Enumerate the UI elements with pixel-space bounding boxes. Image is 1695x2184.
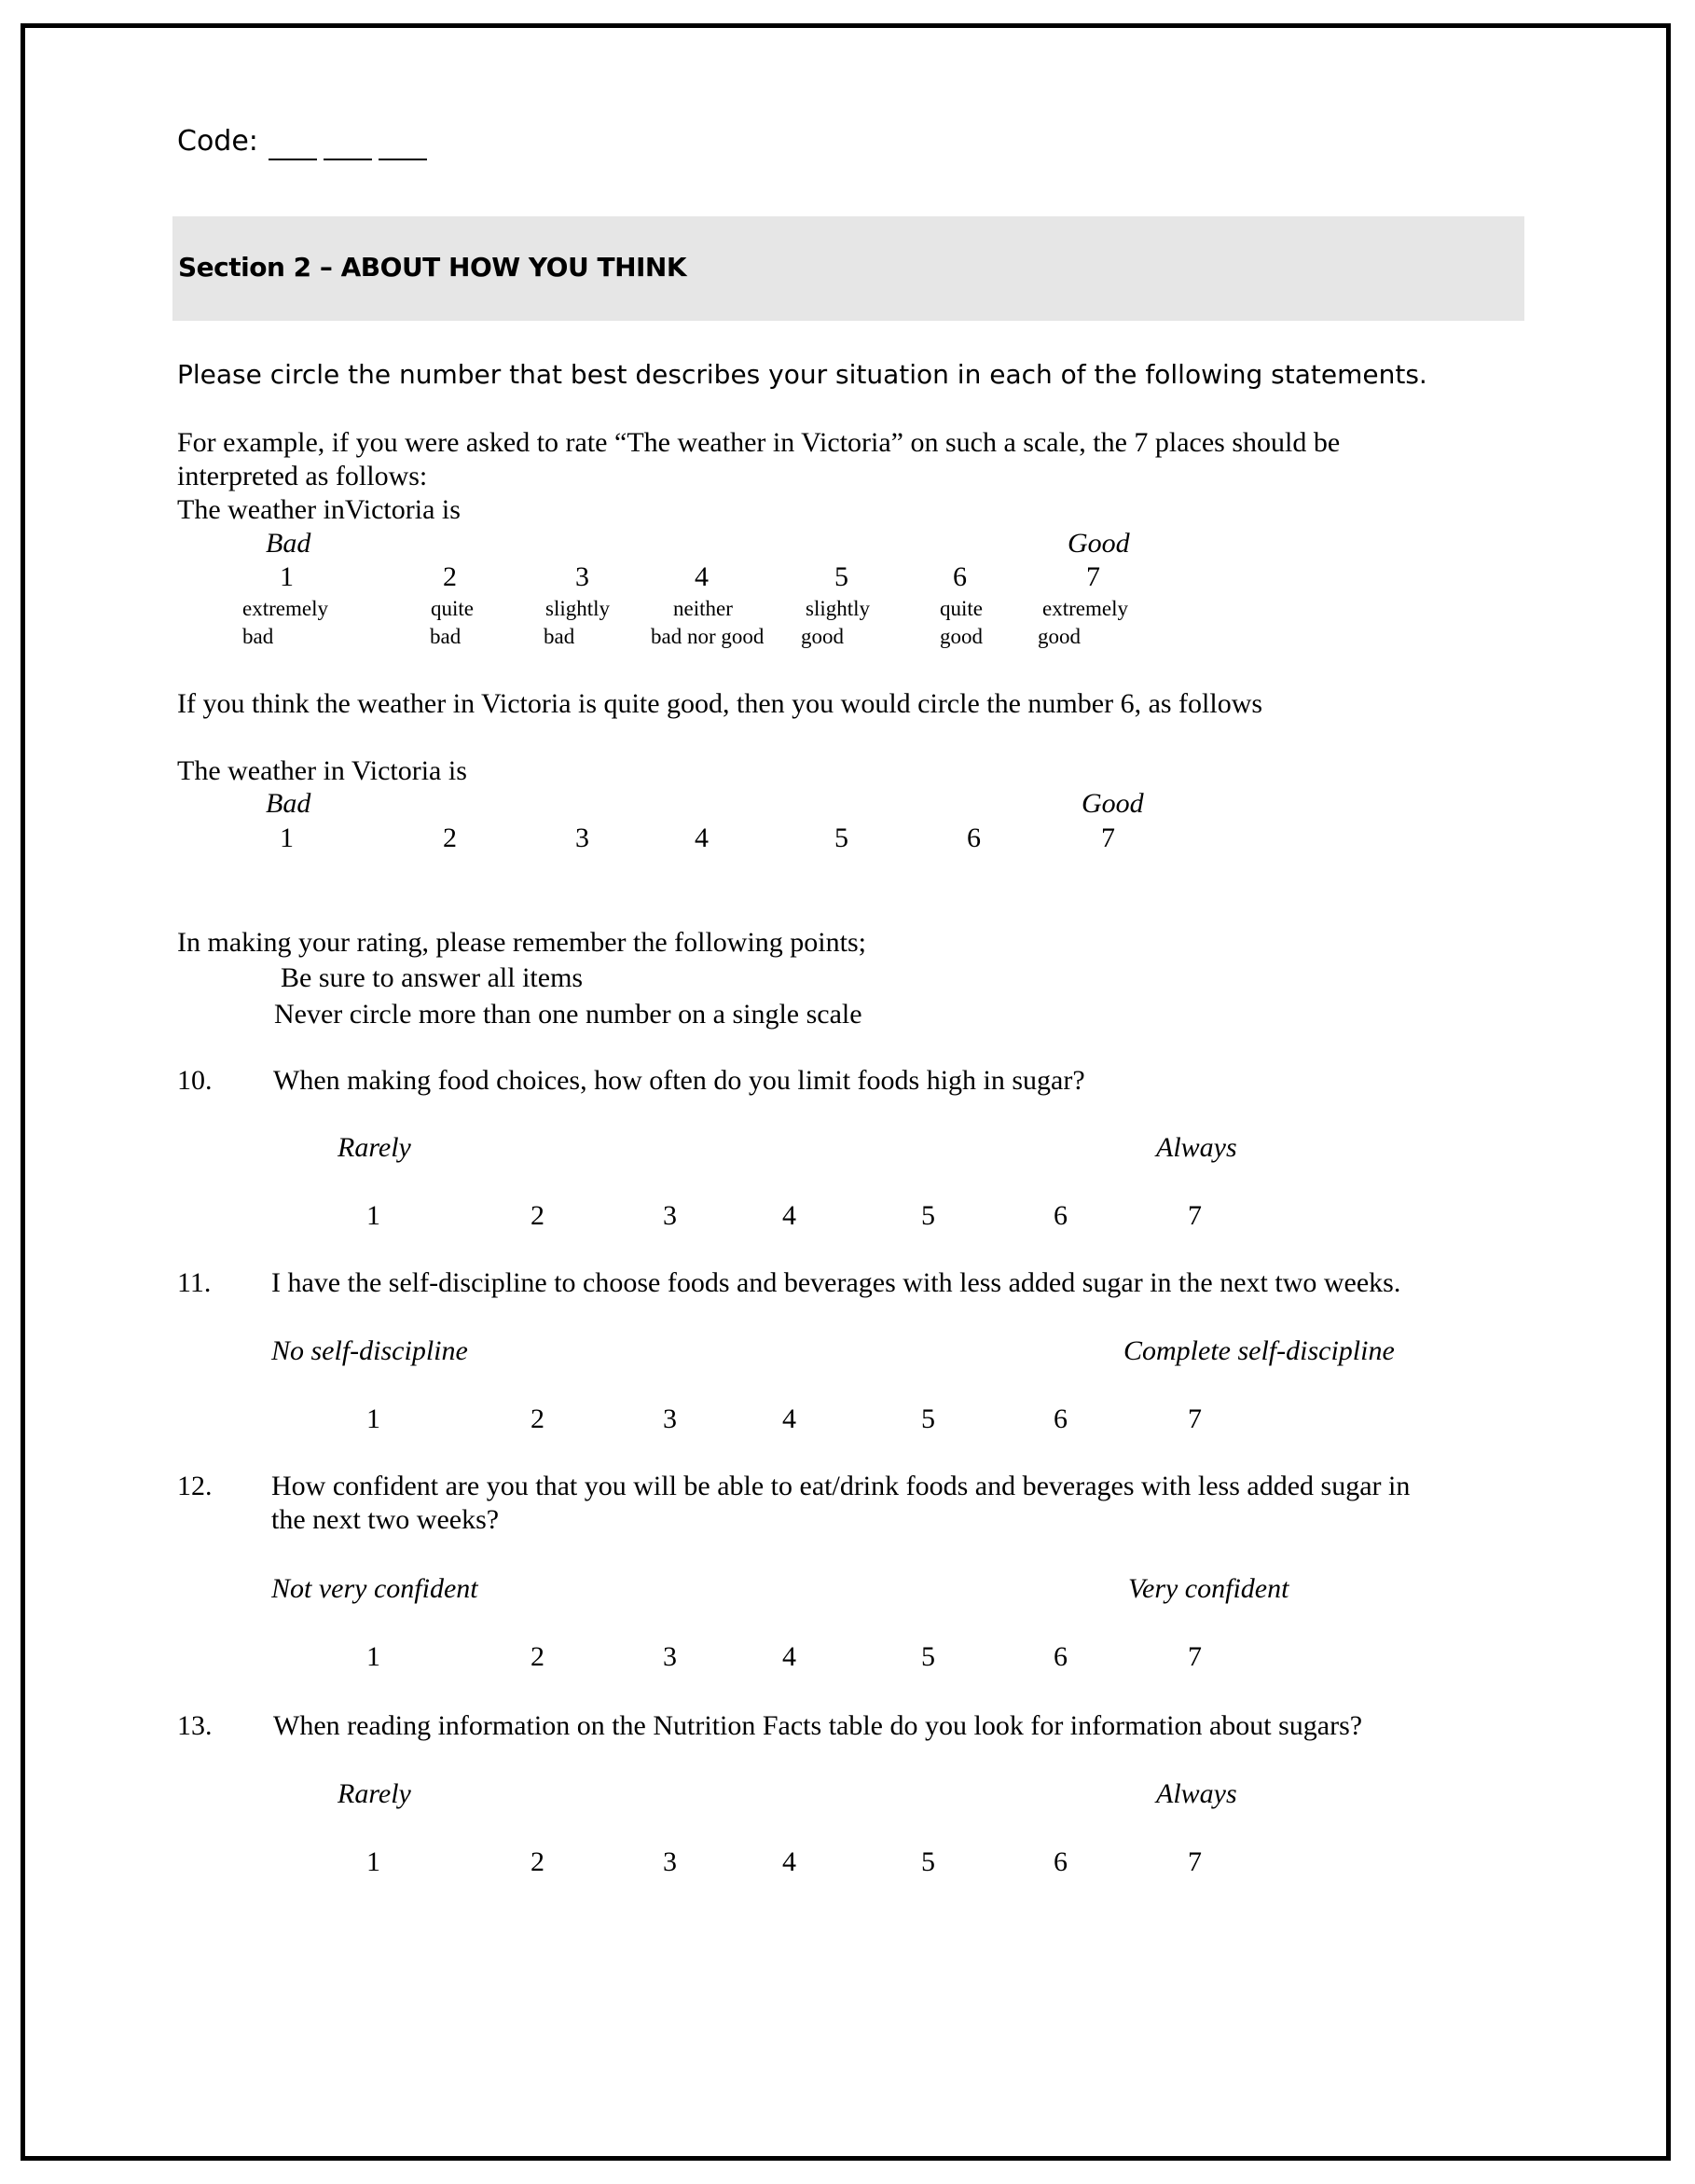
scale-option[interactable]: 2	[531, 1200, 544, 1231]
example2-scale-number: 1	[280, 822, 294, 853]
example-scale-label: bad nor good	[651, 625, 765, 648]
example-scale-label: quite	[940, 597, 983, 620]
example-scale-label: bad	[430, 625, 462, 648]
question-left-anchor: Rarely	[338, 1132, 411, 1163]
example2-right-anchor: Good	[1082, 788, 1144, 819]
question-number: 13.	[177, 1710, 213, 1741]
scale-option[interactable]: 7	[1188, 1200, 1202, 1231]
code-blank-2[interactable]	[324, 159, 372, 160]
example2-left-anchor: Bad	[266, 788, 311, 819]
example-scale-number: 4	[695, 561, 709, 592]
example-scale-number: 6	[953, 561, 967, 592]
rules-intro: In making your rating, please remember the following points;	[177, 927, 866, 958]
section-title: Section 2 – ABOUT HOW YOU THINK	[178, 252, 687, 283]
scale-option[interactable]: 5	[921, 1846, 935, 1877]
question-right-anchor: Very confident	[1128, 1573, 1289, 1604]
scale-option[interactable]: 3	[663, 1403, 677, 1434]
scale-option[interactable]: 5	[921, 1200, 935, 1231]
rules-item: Be sure to answer all items	[281, 962, 584, 993]
question-text: I have the self-discipline to choose foods and beverages with less added sugar in the next two weeks.	[271, 1267, 1401, 1298]
example2-prompt: The weather in Victoria is	[177, 755, 467, 786]
example-scale-label: good	[801, 625, 844, 648]
code-blank-3[interactable]	[379, 159, 427, 160]
scale-option[interactable]: 4	[782, 1403, 796, 1434]
scale-option[interactable]: 1	[366, 1846, 380, 1877]
example-left-anchor: Bad	[266, 528, 311, 559]
question-text: When reading information on the Nutrition Facts table do you look for information about sugars?	[273, 1710, 1363, 1741]
scale-option[interactable]: 6	[1054, 1403, 1068, 1434]
scale-option[interactable]: 4	[782, 1200, 796, 1231]
scale-option[interactable]: 3	[663, 1846, 677, 1877]
example-scale-label: extremely	[242, 597, 328, 620]
example-text-line-2: interpreted as follows:	[177, 461, 428, 491]
scale-option[interactable]: 5	[921, 1403, 935, 1434]
example-scale-number: 2	[443, 561, 457, 592]
question-number: 12.	[177, 1471, 213, 1501]
scale-option[interactable]: 4	[782, 1641, 796, 1672]
question-text: When making food choices, how often do you limit foods high in sugar?	[273, 1065, 1085, 1096]
scale-option[interactable]: 3	[663, 1200, 677, 1231]
example-scale-number: 1	[280, 561, 294, 592]
example2-scale-number: 5	[834, 822, 848, 853]
example-scale-label: good	[1038, 625, 1081, 648]
example2-scale-number: 7	[1101, 822, 1115, 853]
example2-scale-number: 6	[967, 822, 981, 853]
example-right-anchor: Good	[1068, 528, 1130, 559]
example-scale-label: quite	[431, 597, 474, 620]
code-blank-1[interactable]	[269, 159, 317, 160]
follow-up-text: If you think the weather in Victoria is quite good, then you would circle the number 6, as follows	[177, 688, 1263, 719]
section-header	[172, 216, 1524, 321]
question-number: 11.	[177, 1267, 212, 1298]
scale-option[interactable]: 7	[1188, 1641, 1202, 1672]
scale-option[interactable]: 1	[366, 1641, 380, 1672]
scale-option[interactable]: 3	[663, 1641, 677, 1672]
example-text-line-1: For example, if you were asked to rate “The weather in Victoria” on such a scale, the 7 places should be	[177, 427, 1341, 458]
scale-option[interactable]: 7	[1188, 1846, 1202, 1877]
example2-scale-number: 2	[443, 822, 457, 853]
example-scale-label: bad	[544, 625, 575, 648]
scale-option[interactable]: 2	[531, 1641, 544, 1672]
scale-option[interactable]: 6	[1054, 1846, 1068, 1877]
example-scale-number: 3	[575, 561, 589, 592]
example-scale-label: extremely	[1042, 597, 1128, 620]
scale-option[interactable]: 2	[531, 1403, 544, 1434]
question-left-anchor: Rarely	[338, 1778, 411, 1809]
question-left-anchor: Not very confident	[271, 1573, 478, 1604]
question-text: How confident are you that you will be able to eat/drink foods and beverages with less added sugar in	[271, 1471, 1411, 1501]
example-scale-label: neither	[673, 597, 733, 620]
scale-option[interactable]: 5	[921, 1641, 935, 1672]
scale-option[interactable]: 2	[531, 1846, 544, 1877]
scale-option[interactable]: 7	[1188, 1403, 1202, 1434]
question-right-anchor: Complete self-discipline	[1123, 1335, 1395, 1366]
example2-scale-number: 3	[575, 822, 589, 853]
scale-option[interactable]: 6	[1054, 1641, 1068, 1672]
rules-item: Never circle more than one number on a single scale	[274, 999, 862, 1030]
example-prompt: The weather inVictoria is	[177, 494, 461, 525]
instruction-text: Please circle the number that best describes your situation in each of the following statements.	[177, 359, 1427, 390]
question-right-anchor: Always	[1156, 1778, 1237, 1809]
example-scale-label: slightly	[545, 597, 611, 620]
scale-option[interactable]: 1	[366, 1403, 380, 1434]
example-scale-number: 7	[1086, 561, 1100, 592]
example-scale-label: bad	[242, 625, 274, 648]
question-number: 10.	[177, 1065, 213, 1096]
example-scale-number: 5	[834, 561, 848, 592]
scale-option[interactable]: 1	[366, 1200, 380, 1231]
example-scale-label: slightly	[806, 597, 871, 620]
code-label: Code:	[177, 125, 258, 158]
question-text: the next two weeks?	[271, 1504, 500, 1535]
scale-option[interactable]: 4	[782, 1846, 796, 1877]
question-left-anchor: No self-discipline	[271, 1335, 468, 1366]
question-right-anchor: Always	[1156, 1132, 1237, 1163]
scale-option[interactable]: 6	[1054, 1200, 1068, 1231]
example-scale-label: good	[940, 625, 983, 648]
example2-scale-number: 4	[695, 822, 709, 853]
